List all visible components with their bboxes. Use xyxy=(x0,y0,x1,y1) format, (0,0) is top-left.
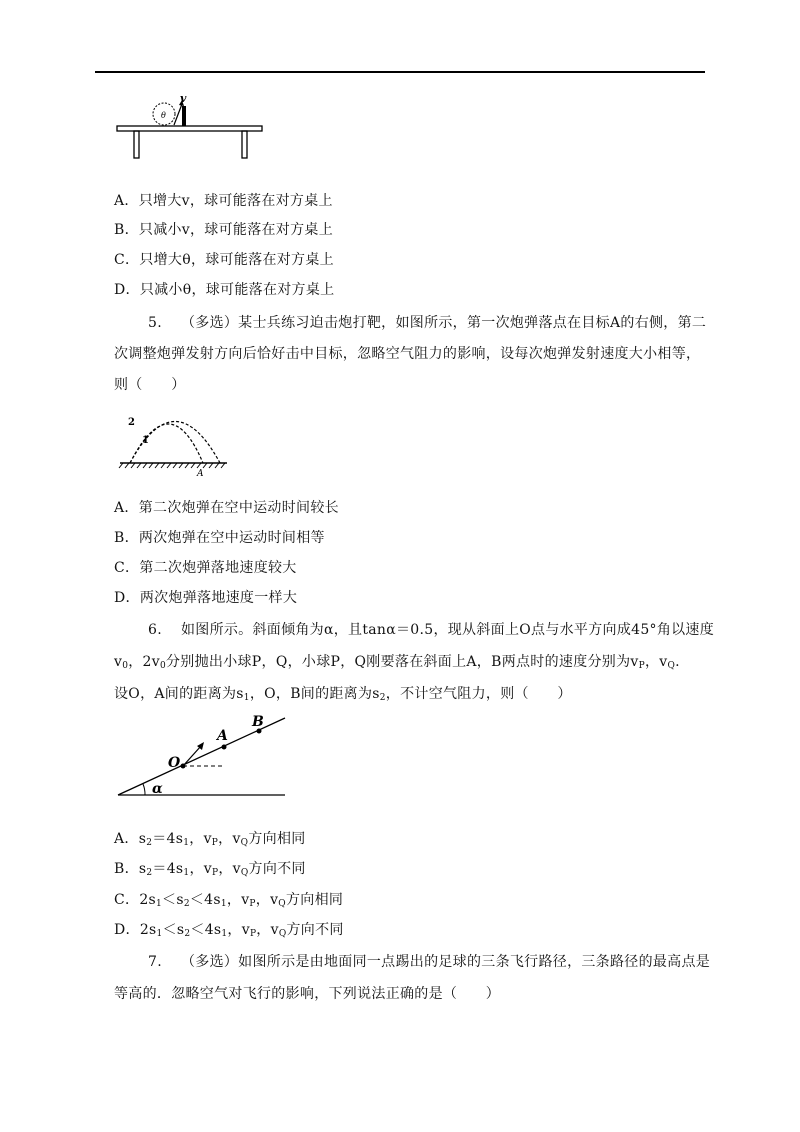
q5-option-c[interactable]: C．第二次炮弹落地速度较大 xyxy=(114,560,297,576)
q5-stem-line1: 5. （多选）某士兵练习迫击炮打靶，如图所示，第一次炮弹落点在目标A的右侧，第二 xyxy=(148,315,707,331)
label-alpha: α xyxy=(152,781,163,797)
q4-option-b[interactable]: B．只减小v，球可能落在对方桌上 xyxy=(114,222,333,238)
table-leg-right xyxy=(242,131,247,158)
q6-stem-line2: $v_0$，$2v_0$分别抛出小球P，Q，小球P，Q刚要落在斜面上A，B两点时的速度分别为$v_P$，$v_Q$. xyxy=(114,654,680,671)
point-o xyxy=(181,764,186,769)
incline-figure xyxy=(115,710,295,802)
launch-arrow xyxy=(183,746,201,766)
label-b: B xyxy=(252,714,264,730)
label-a: A xyxy=(217,728,228,744)
angle-arc xyxy=(143,784,145,795)
q5-option-b[interactable]: B．两次炮弹在空中运动时间相等 xyxy=(114,530,325,546)
q5-option-d[interactable]: D．两次炮弹落地速度一样大 xyxy=(114,590,298,606)
theta-label: θ xyxy=(161,111,166,120)
label-a: A xyxy=(197,469,204,479)
table-top xyxy=(117,126,262,131)
q4-option-a[interactable]: A．只增大v，球可能落在对方桌上 xyxy=(114,193,333,209)
q6-option-a[interactable]: A．$s_2=4s_1$，$v_P$，$v_Q$方向相同 xyxy=(114,831,306,848)
trajectory-2 xyxy=(130,424,203,463)
q6-option-b[interactable]: B．$s_2=4s_1$，$v_P$，$v_Q$方向不同 xyxy=(114,861,306,878)
table-leg-left xyxy=(134,131,139,158)
q7-stem-line2: 等高的．忽略空气对飞行的影响，下列说法正确的是（ ） xyxy=(114,986,501,1002)
q5-option-a[interactable]: A．第二次炮弹在空中运动时间较长 xyxy=(114,500,339,516)
net xyxy=(182,106,186,126)
q6-stem-line3: 设O，A间的距离为$s_1$，O，B间的距离为$s_2$，不计空气阻力，则（ ） xyxy=(114,686,572,703)
header-rule xyxy=(95,71,705,73)
q4-option-d[interactable]: D．只减小θ，球可能落在对方桌上 xyxy=(114,282,335,298)
q5-stem-line3: 则（ ） xyxy=(114,377,186,393)
label-2: 2 xyxy=(128,417,135,428)
mortar-figure xyxy=(115,400,235,480)
label-1: 1 xyxy=(142,435,149,446)
q7-stem-line1: 7. （多选）如图所示是由地面同一点踢出的足球的三条飞行路径，三条路径的最高点是 xyxy=(148,954,711,970)
q6-stem-line1: 6. 如图所示。斜面倾角为α，且tanα＝0.5，现从斜面上O点与水平方向成45°角以速度 xyxy=(148,622,715,638)
point-a xyxy=(222,745,227,750)
q6-option-d[interactable]: D．$2s_1<s_2<4s_1$，$v_P$，$v_Q$方向不同 xyxy=(114,922,344,939)
label-o: O xyxy=(168,755,181,771)
v-label: v xyxy=(180,92,187,105)
q6-option-c[interactable]: C．$2s_1<s_2<4s_1$，$v_P$，$v_Q$方向相同 xyxy=(114,892,344,909)
q5-stem-line2: 次调整炮弹发射方向后恰好击中目标，忽略空气阻力的影响，设每次炮弹发射速度大小相等， xyxy=(114,346,701,362)
table-tennis-figure xyxy=(112,92,272,162)
q4-option-c[interactable]: C．只增大θ，球可能落在对方桌上 xyxy=(114,252,334,268)
